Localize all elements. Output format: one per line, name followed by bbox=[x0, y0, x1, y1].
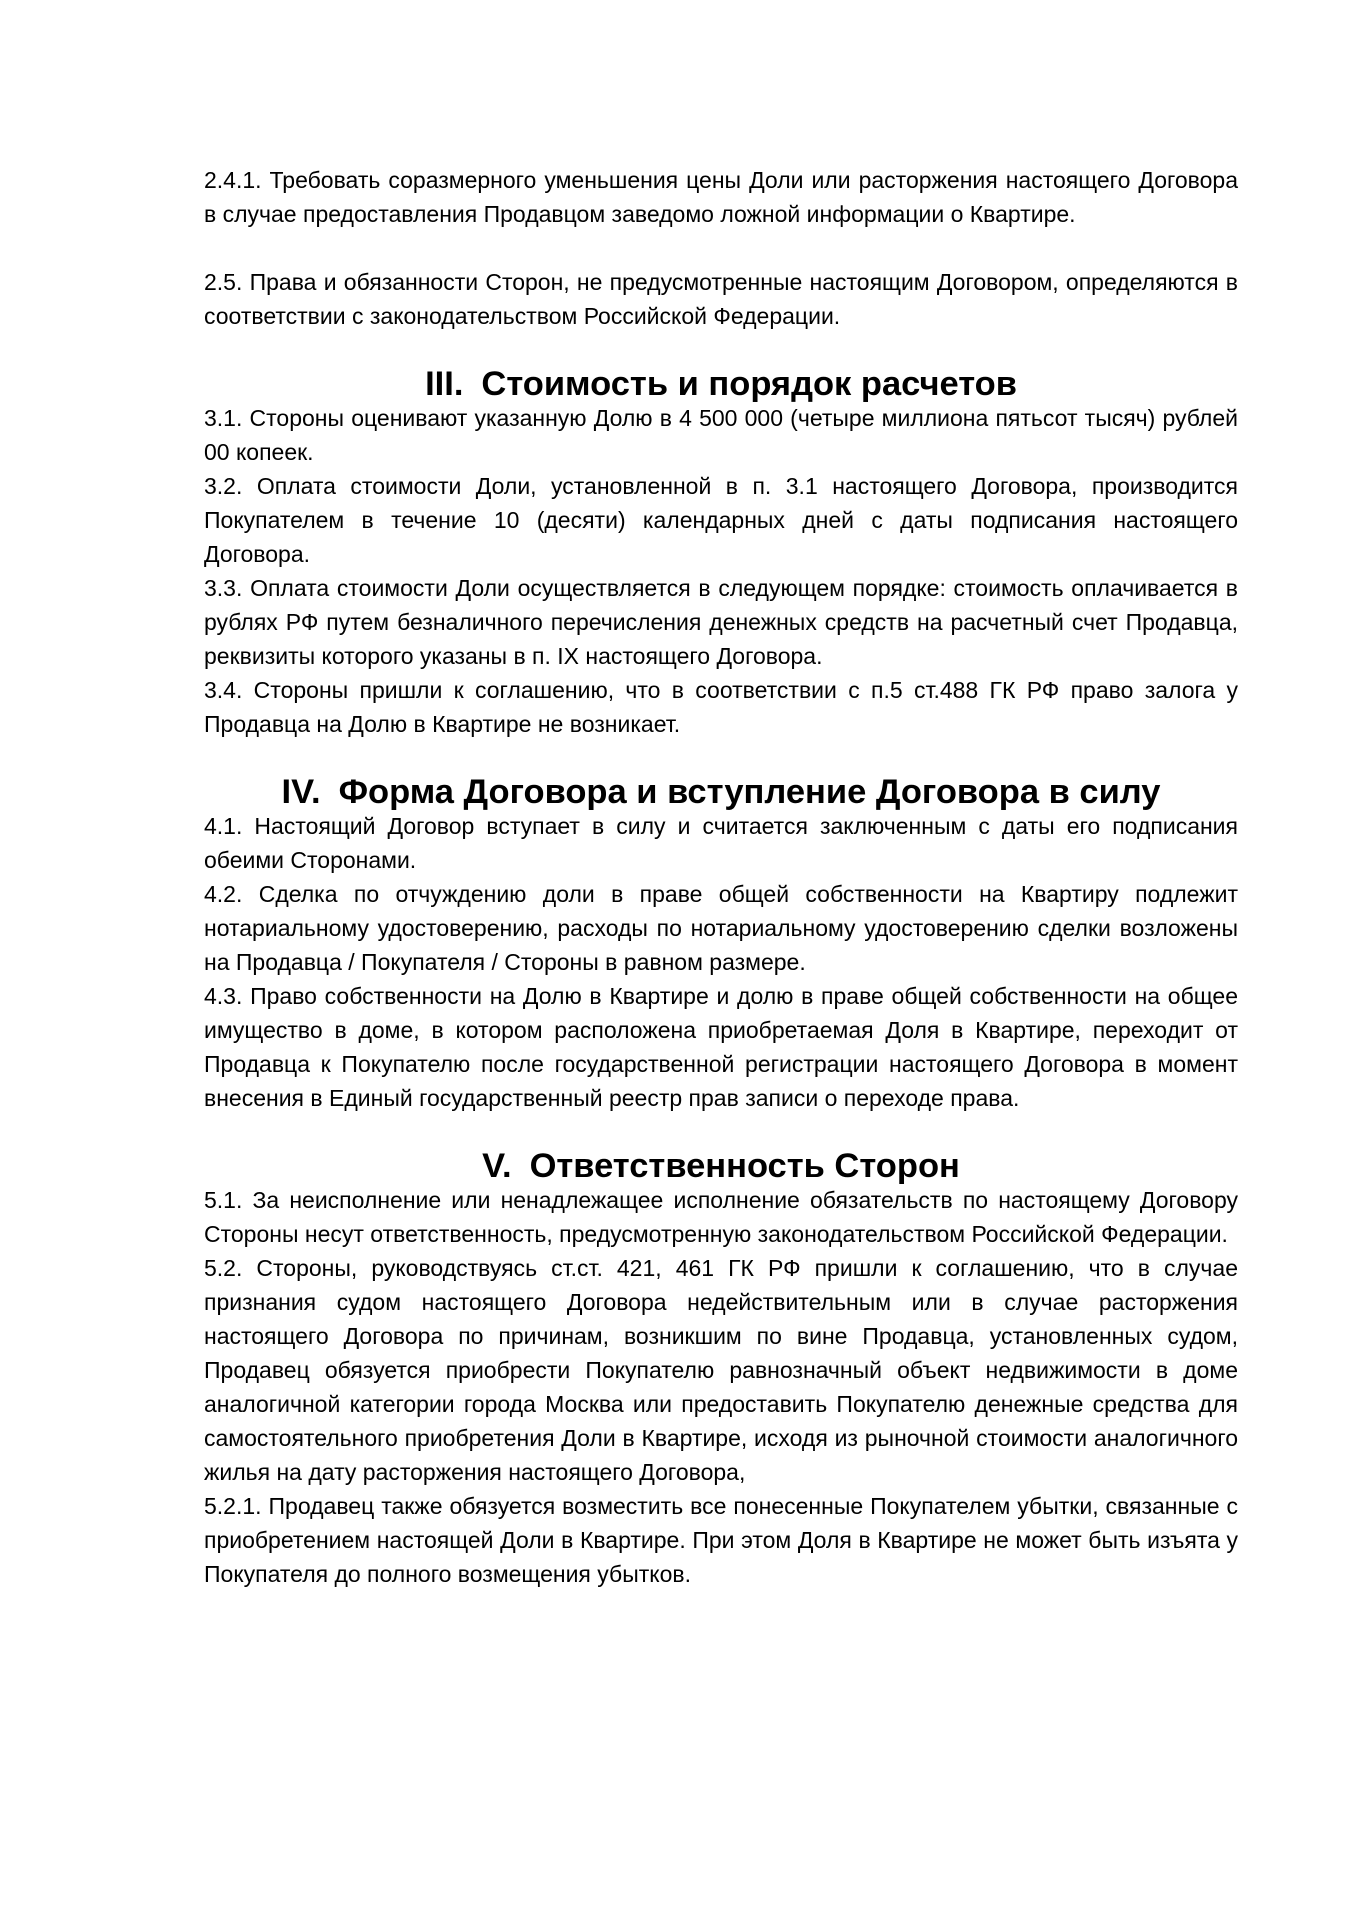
clause-2-5: 2.5. Права и обязанности Сторон, не предусмотренные настоящим Договором, определяются в соответствии с законодательством Российской Федерации. bbox=[204, 269, 1238, 329]
section-heading-5 bbox=[204, 1149, 1238, 1183]
clause-2-4-1: 2.4.1. Требовать соразмерного уменьшения цены Доли или расторжения настоящего Договора в случае предоставления Продавцом заведомо ложной информации о Квартире. bbox=[204, 167, 1238, 227]
clause-3-3: 3.3. Оплата стоимости Доли осуществляется в следующем порядке: стоимость оплачивается в рублях РФ путем безналичного перечисления денежных средств на расчетный счет Продавца, реквизиты которого указаны в п. IX настоящего Договора. bbox=[204, 575, 1238, 669]
paragraph-spacer bbox=[204, 231, 1238, 265]
clause-3-2: 3.2. Оплата стоимости Доли, установленной в п. 3.1 настоящего Договора, производится Покупателем в течение 10 (десяти) календарных дней с даты подписания настоящего Договора. bbox=[204, 473, 1238, 567]
section-number: IV. bbox=[281, 773, 321, 811]
clause-3-1: 3.1. Стороны оценивают указанную Долю в 4 500 000 (четыре миллиона пятьсот тысяч) рублей 00 копеек. bbox=[204, 405, 1238, 465]
section-number: III. bbox=[425, 365, 464, 403]
paragraph-spacer bbox=[204, 333, 1238, 367]
section-number: V. bbox=[482, 1147, 512, 1185]
clause-4-3: 4.3. Право собственности на Долю в Квартире и долю в праве общей собственности на общее имущество в доме, в котором расположена приобретаемая Доля в Квартире, переходит от Продавца к Покупателю после государственной регистрации настоящего Договора в момент внесения в Единый государственный реестр прав записи о переходе права. bbox=[204, 983, 1238, 1111]
section-title: Ответственность Сторон bbox=[529, 1147, 960, 1185]
document-page bbox=[204, 163, 1238, 1591]
clause-4-1: 4.1. Настоящий Договор вступает в силу и считается заключенным с даты его подписания обеими Сторонами. bbox=[204, 813, 1238, 873]
paragraph-spacer bbox=[204, 1115, 1238, 1149]
clause-5-2: 5.2. Стороны, руководствуясь ст.ст. 421, 461 ГК РФ пришли к соглашению, что в случае признания судом настоящего Договора недействительным или в случае расторжения настоящего Договора по причинам, возникшим по вине Продавца, установленных судом, Продавец обязуется приобрести Покупателю равнозначный объект недвижимости в доме аналогичной категории города Москва или предоставить Покупателю денежные средства для самостоятельного приобретения Доли в Квартире, исходя из рыночной стоимости аналогичного жилья на дату расторжения настоящего Договора, bbox=[204, 1255, 1238, 1485]
section-heading-4 bbox=[204, 775, 1238, 809]
section-title: Стоимость и порядок расчетов bbox=[481, 365, 1017, 403]
clause-3-4: 3.4. Стороны пришли к соглашению, что в соответствии с п.5 ст.488 ГК РФ право залога у Продавца на Долю в Квартире не возникает. bbox=[204, 677, 1238, 737]
paragraph-spacer bbox=[204, 741, 1238, 775]
clause-4-2: 4.2. Сделка по отчуждению доли в праве общей собственности на Квартиру подлежит нотариальному удостоверению, расходы по нотариальному удостоверению сделки возложены на Продавца / Покупателя / Стороны в равном размере. bbox=[204, 881, 1238, 975]
clause-5-2-1: 5.2.1. Продавец также обязуется возместить все понесенные Покупателем убытки, связанные с приобретением настоящей Доли в Квартире. При этом Доля в Квартире не может быть изъята у Покупателя до полного возмещения убытков. bbox=[204, 1493, 1238, 1587]
section-title: Форма Договора и вступление Договора в силу bbox=[338, 773, 1161, 811]
clause-5-1: 5.1. За неисполнение или ненадлежащее исполнение обязательств по настоящему Договору Стороны несут ответственность, предусмотренную законодательством Российской Федерации. bbox=[204, 1187, 1238, 1247]
section-heading-3 bbox=[204, 367, 1238, 401]
